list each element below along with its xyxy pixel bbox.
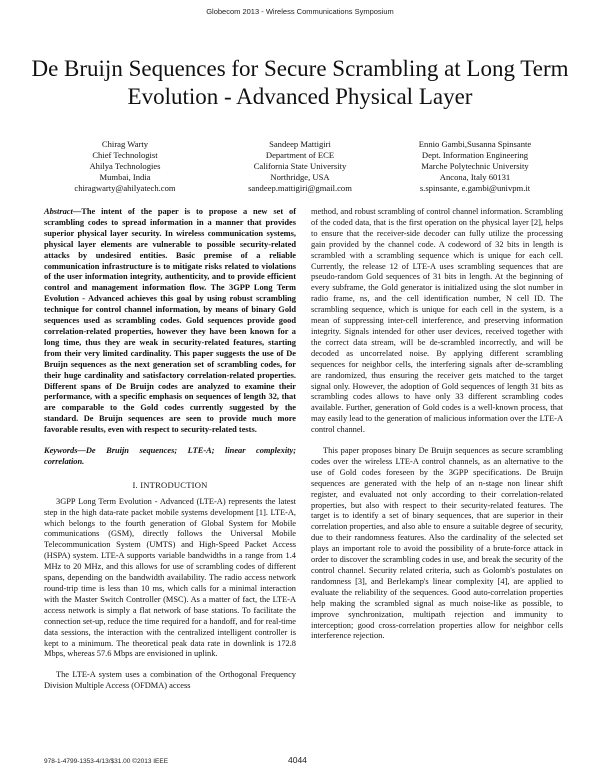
author-block — [40, 139, 560, 199]
author-role: Dept. Information Engineering — [421, 150, 529, 160]
author-role: Chief Technologist — [92, 150, 158, 160]
abstract — [44, 207, 296, 436]
intro-paragraph-4: This paper proposes binary De Bruijn sequences as secure scrambling codes over the wireless LTE-A control channels, as an alternative to the use of Gold codes foreseen by the 3GPP specifications. De Bruijn sequences are generated with the help of an n-stage non linear shift register, and evaluated not only according to their correlation-related properties, but also with respect to their security-related features. The target is to identify a set of binary sequences, that are superior in their correlation properties, and also able to ensure a suitable degree of security, due to their randomness features. Also the cardinality of the selected set plays an important role to avoid the possibility of a brute-force attack in order to discover the scrambling codes in use, and break the security of the control channel. Security related criteria, such as Golomb's postulates on randomness [3], and Berlekamp's linear complexity [4], are applied to evaluate the reliability of the sequences. Good auto-correlation properties help making the scrambled signal as much noise-like as possible, to improve synchronization, multipath rejection and immunity to interception; good cross-correlation properties allow for neighbor cells interference rejection. — [311, 446, 563, 641]
author-role: Department of ECE — [265, 150, 335, 160]
section-heading: I. INTRODUCTION — [132, 479, 208, 490]
author-org: Marche Polytechnic University — [421, 161, 529, 171]
author-org: California State University — [253, 161, 347, 171]
author-email: s.spinsante, e.gambi@univpm.it — [419, 183, 531, 193]
author-1 — [40, 139, 210, 194]
author-place: Northridge, USA — [270, 172, 330, 182]
author-email: chiragwarty@ahilyatech.com — [74, 183, 176, 193]
author-3 — [390, 139, 560, 194]
left-column — [44, 207, 296, 692]
author-2 — [215, 139, 385, 194]
keywords: Keywords—De Bruijn sequences; LTE-A; linear complexity; correlation. — [44, 446, 296, 466]
conference-header: Globecom 2013 - Wireless Communications Symposium — [206, 7, 394, 16]
abstract-label: Abstract — [44, 207, 73, 216]
author-name: Ennio Gambi,Susanna Spinsante — [418, 139, 532, 149]
author-place: Mumbai, India — [99, 172, 151, 182]
author-place: Ancona, Italy 60131 — [439, 172, 511, 182]
author-name: Sandeep Mattigiri — [269, 139, 331, 149]
author-org: Ahilya Technologies — [89, 161, 161, 171]
copyright-footer: 978-1-4799-1353-4/13/$31.00 ©2013 IEEE — [44, 758, 169, 765]
intro-paragraph-3: method, and robust scrambling of control channel information. Scrambling of the coded data, that is the first operation on the physical layer [2], helps to ensure that the receiver-side decoder can fully utilize the processing gain provided by the channel code. A codeword of 32 bits in length is scrambled with a scrambling sequence which is unique for each cell. Currently, the release 12 of LTE-A uses scrambling sequences that are pseudo-random Gold sequences of 31 bits in length. At the beginning of every subframe, the Gold generator is initialized using the slot number in radio frame, ns, and the cell identification number, N cell ID. The scrambling sequence, which is unique for each cell in the system, is a mean of suppressing inter-cell interference, and preserving information integrity. Signals intended for other user devices, received together with the correct data stream, will be de-scrambled incorrectly, and will be decoded as uncorrelated noise. By applying different scrambling sequences for neighbor cells, the interfering signals after de-scrambling are randomized, thus ensuring the receiver gets matched to the target signal only. However, the adoption of Gold sequences of length 31 bits as scrambling codes allows to have only 33 different scrambling codes available. Further, generation of Gold codes is a well-known process, that may easily lead to the generation of malicious information over the LTE-A control channel. — [311, 207, 563, 435]
intro-paragraph-2: The LTE-A system uses a combination of the Orthogonal Frequency Division Multiple Access (OFDMA) access — [44, 670, 296, 691]
intro-paragraph-1: 3GPP Long Term Evolution - Advanced (LTE-A) represents the latest step in the high data-rate packet mobile systems development [1]. LTE-A, which belongs to the fourth generation of Global System for Mobile communications (GSM), directly follows the Universal Mobile Telecommunication System (UMTS) and High-Speed Packet Access (HSPA) system. LTE-A supports variable bandwidths in a range from 1.4 MHz to 20 MHz, and this allows for use of scrambling codes of different spans, depending on the bandwidth availability. The radio access network round-trip time is less than 10 ms, which calls for a minimal interaction with the Master Switch Controller (MSC). As a matter of fact, the LTE-A access network is simply a flat network of base stations. To facilitate the connection set-up, reduce the time required for a handoff, and for real-time data sessions, the interaction with the centralized intelligent controller is kept to a minimum. The theoretical peak data rate in downlink is 172.8 Mbps, whereas 57.6 Mbps are envisioned in uplink. — [44, 496, 296, 659]
paper-title: De Bruijn Sequences for Secure Scrambling at Long Term Evolution - Advanced Physical Layer — [31, 56, 569, 110]
author-email: sandeep.mattigiri@gmail.com — [248, 183, 352, 193]
page-number: 4044 — [288, 755, 307, 765]
author-name: Chirag Warty — [101, 139, 149, 149]
right-column — [311, 207, 563, 642]
abstract-text: —The intent of the paper is to propose a new set of scrambling codes to spread information in a manner that provides superior physical layer security. In wireless communication systems, physical layer elements are vulnerable to possible security-related attacks by undesired entities. Basic premise of a reliable communication infrastructure is to mitigate risks related to violations of the user information integrity, authenticity, and to provide efficient control and management information flow. The 3GPP Long Term Evolution - Advanced achieves this goal by using robust scrambling technique for control channel information, by means of binary Gold sequences used as scrambling codes. Gold sequences provide good correlation-related properties, however they have been known for a long time, thus they are weak in security-related features, starting from their very limited cardinality. This paper suggests the use of De Bruijn sequences as the next generation set of scrambling codes, for their huge cardinality and satisfactory correlation-related properties. Different spans of De Bruijn codes are analyzed to examine their performance, with a specific emphasis on sequences of length 32, that are comparable to the Gold codes currently suggested by the standard. De Bruijn sequences are seen to provide much more favorable results, even with respect to security-related tests. — [44, 207, 296, 435]
